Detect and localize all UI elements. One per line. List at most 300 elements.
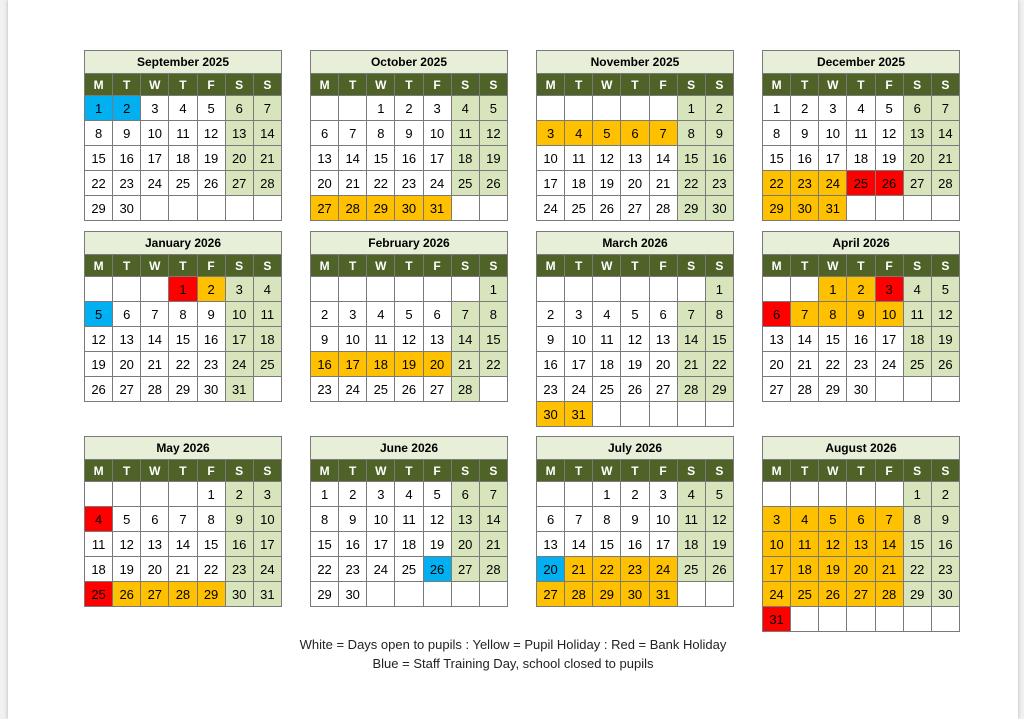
day-cell: 3 (253, 482, 281, 507)
day-cell: 24 (537, 196, 565, 221)
weekday-header: S (253, 460, 281, 482)
day-cell: 9 (311, 327, 339, 352)
weekday-header: T (847, 74, 875, 96)
day-cell: 16 (395, 146, 423, 171)
empty-cell (253, 196, 281, 221)
day-cell: 15 (85, 146, 113, 171)
weekday-header: F (649, 255, 677, 277)
day-cell: 22 (311, 557, 339, 582)
day-cell: 26 (423, 557, 451, 582)
weekday-header: W (819, 460, 847, 482)
day-cell: 25 (85, 582, 113, 607)
day-cell: 7 (451, 302, 479, 327)
weekday-header: S (705, 74, 733, 96)
day-cell: 1 (479, 277, 507, 302)
day-cell: 12 (621, 327, 649, 352)
empty-cell (479, 582, 507, 607)
day-cell: 9 (537, 327, 565, 352)
day-cell: 28 (339, 196, 367, 221)
empty-cell (621, 277, 649, 302)
day-cell: 23 (395, 171, 423, 196)
day-cell: 4 (903, 277, 931, 302)
day-cell: 22 (705, 352, 733, 377)
day-cell: 12 (423, 507, 451, 532)
weekday-header: S (931, 460, 959, 482)
day-cell: 31 (253, 582, 281, 607)
empty-cell (565, 482, 593, 507)
empty-cell (847, 196, 875, 221)
day-cell: 5 (705, 482, 733, 507)
day-cell: 8 (197, 507, 225, 532)
empty-cell (649, 402, 677, 427)
weekday-header: T (113, 74, 141, 96)
day-cell: 12 (113, 532, 141, 557)
month-calendar (310, 436, 508, 607)
weekday-header: S (903, 74, 931, 96)
day-cell: 17 (141, 146, 169, 171)
day-cell: 2 (621, 482, 649, 507)
day-cell: 30 (339, 582, 367, 607)
day-cell: 21 (677, 352, 705, 377)
day-cell: 5 (423, 482, 451, 507)
day-cell: 17 (649, 532, 677, 557)
day-cell: 24 (819, 171, 847, 196)
day-cell: 17 (819, 146, 847, 171)
day-cell: 14 (677, 327, 705, 352)
weekday-header: T (565, 74, 593, 96)
weekday-header: S (451, 255, 479, 277)
day-cell: 1 (367, 96, 395, 121)
weekday-header: S (451, 74, 479, 96)
day-cell: 25 (847, 171, 875, 196)
day-cell: 20 (225, 146, 253, 171)
empty-cell (819, 607, 847, 632)
weekday-header: W (367, 460, 395, 482)
empty-cell (537, 277, 565, 302)
empty-cell (141, 277, 169, 302)
day-cell: 4 (847, 96, 875, 121)
weekday-header: S (903, 460, 931, 482)
day-cell: 23 (705, 171, 733, 196)
empty-cell (791, 277, 819, 302)
weekday-header: T (791, 460, 819, 482)
day-cell: 14 (451, 327, 479, 352)
day-cell: 7 (253, 96, 281, 121)
month-title: September 2025 (85, 51, 282, 74)
day-cell: 19 (197, 146, 225, 171)
day-cell: 6 (423, 302, 451, 327)
day-cell: 28 (253, 171, 281, 196)
month-title: August 2026 (763, 437, 960, 460)
month-title: January 2026 (85, 232, 282, 255)
day-cell: 20 (537, 557, 565, 582)
weekday-header: M (85, 460, 113, 482)
month-calendar (762, 436, 960, 632)
empty-cell (931, 607, 959, 632)
day-cell: 15 (197, 532, 225, 557)
day-cell: 9 (395, 121, 423, 146)
day-cell: 3 (367, 482, 395, 507)
empty-cell (451, 582, 479, 607)
day-cell: 5 (875, 96, 903, 121)
day-cell: 4 (395, 482, 423, 507)
weekday-header: S (479, 255, 507, 277)
empty-cell (705, 582, 733, 607)
empty-cell (169, 482, 197, 507)
day-cell: 7 (875, 507, 903, 532)
day-cell: 20 (423, 352, 451, 377)
day-cell: 22 (197, 557, 225, 582)
day-cell: 25 (903, 352, 931, 377)
day-cell: 15 (903, 532, 931, 557)
weekday-header: W (141, 74, 169, 96)
day-cell: 4 (85, 507, 113, 532)
empty-cell (903, 607, 931, 632)
day-cell: 7 (565, 507, 593, 532)
day-cell: 18 (451, 146, 479, 171)
day-cell: 11 (847, 121, 875, 146)
day-cell: 3 (225, 277, 253, 302)
day-cell: 20 (141, 557, 169, 582)
day-cell: 27 (537, 582, 565, 607)
day-cell: 16 (225, 532, 253, 557)
day-cell: 10 (423, 121, 451, 146)
empty-cell (253, 377, 281, 402)
day-cell: 24 (253, 557, 281, 582)
empty-cell (367, 277, 395, 302)
day-cell: 6 (451, 482, 479, 507)
weekday-header: W (819, 74, 847, 96)
day-cell: 25 (677, 557, 705, 582)
day-cell: 28 (565, 582, 593, 607)
empty-cell (875, 482, 903, 507)
day-cell: 5 (479, 96, 507, 121)
day-cell: 7 (479, 482, 507, 507)
day-cell: 7 (931, 96, 959, 121)
day-cell: 19 (931, 327, 959, 352)
day-cell: 18 (367, 352, 395, 377)
day-cell: 20 (621, 171, 649, 196)
empty-cell (85, 277, 113, 302)
day-cell: 27 (763, 377, 791, 402)
empty-cell (649, 96, 677, 121)
day-cell: 1 (705, 277, 733, 302)
day-cell: 14 (565, 532, 593, 557)
day-cell: 22 (763, 171, 791, 196)
day-cell: 11 (395, 507, 423, 532)
day-cell: 16 (311, 352, 339, 377)
day-cell: 27 (649, 377, 677, 402)
month-title: April 2026 (763, 232, 960, 255)
day-cell: 17 (537, 171, 565, 196)
weekday-header: T (565, 255, 593, 277)
empty-cell (85, 482, 113, 507)
empty-cell (791, 482, 819, 507)
day-cell: 13 (537, 532, 565, 557)
day-cell: 11 (677, 507, 705, 532)
day-cell: 5 (819, 507, 847, 532)
day-cell: 3 (141, 96, 169, 121)
empty-cell (537, 482, 565, 507)
day-cell: 8 (763, 121, 791, 146)
empty-cell (113, 277, 141, 302)
empty-cell (649, 277, 677, 302)
empty-cell (339, 96, 367, 121)
weekday-header: W (819, 255, 847, 277)
day-cell: 2 (847, 277, 875, 302)
month-title: February 2026 (311, 232, 508, 255)
day-cell: 14 (141, 327, 169, 352)
weekday-header: W (593, 255, 621, 277)
weekday-header: T (621, 74, 649, 96)
day-cell: 30 (847, 377, 875, 402)
day-cell: 24 (367, 557, 395, 582)
day-cell: 11 (791, 532, 819, 557)
day-cell: 8 (705, 302, 733, 327)
day-cell: 17 (367, 532, 395, 557)
day-cell: 5 (197, 96, 225, 121)
empty-cell (847, 482, 875, 507)
day-cell: 9 (931, 507, 959, 532)
day-cell: 16 (339, 532, 367, 557)
day-cell: 25 (367, 377, 395, 402)
day-cell: 8 (677, 121, 705, 146)
day-cell: 15 (705, 327, 733, 352)
day-cell: 11 (169, 121, 197, 146)
day-cell: 21 (253, 146, 281, 171)
day-cell: 2 (931, 482, 959, 507)
day-cell: 29 (705, 377, 733, 402)
legend-line-2: Blue = Staff Training Day, school closed to pupils (372, 656, 654, 671)
day-cell: 29 (819, 377, 847, 402)
day-cell: 12 (593, 146, 621, 171)
weekday-header: S (253, 74, 281, 96)
empty-cell (677, 582, 705, 607)
day-cell: 3 (565, 302, 593, 327)
month-title: July 2026 (537, 437, 734, 460)
weekday-header: S (705, 255, 733, 277)
day-cell: 31 (225, 377, 253, 402)
day-cell: 2 (791, 96, 819, 121)
weekday-header: T (339, 74, 367, 96)
day-cell: 30 (791, 196, 819, 221)
day-cell: 5 (113, 507, 141, 532)
weekday-header: M (537, 74, 565, 96)
day-cell: 22 (85, 171, 113, 196)
day-cell: 2 (225, 482, 253, 507)
weekday-header: S (479, 460, 507, 482)
day-cell: 21 (649, 171, 677, 196)
empty-cell (903, 196, 931, 221)
day-cell: 12 (705, 507, 733, 532)
day-cell: 29 (903, 582, 931, 607)
day-cell: 8 (169, 302, 197, 327)
day-cell: 19 (395, 352, 423, 377)
day-cell: 16 (931, 532, 959, 557)
day-cell: 26 (85, 377, 113, 402)
empty-cell (141, 482, 169, 507)
day-cell: 19 (479, 146, 507, 171)
weekday-header: W (593, 74, 621, 96)
weekday-header: M (763, 74, 791, 96)
day-cell: 10 (141, 121, 169, 146)
weekday-header: M (85, 255, 113, 277)
day-cell: 2 (339, 482, 367, 507)
day-cell: 28 (931, 171, 959, 196)
empty-cell (621, 96, 649, 121)
day-cell: 18 (903, 327, 931, 352)
empty-cell (451, 196, 479, 221)
month-title: December 2025 (763, 51, 960, 74)
empty-cell (565, 277, 593, 302)
day-cell: 4 (565, 121, 593, 146)
day-cell: 1 (85, 96, 113, 121)
weekday-header: F (649, 74, 677, 96)
day-cell: 23 (113, 171, 141, 196)
day-cell: 10 (253, 507, 281, 532)
day-cell: 9 (339, 507, 367, 532)
day-cell: 1 (593, 482, 621, 507)
day-cell: 31 (819, 196, 847, 221)
day-cell: 15 (593, 532, 621, 557)
day-cell: 7 (141, 302, 169, 327)
weekday-header: F (197, 74, 225, 96)
day-cell: 3 (875, 277, 903, 302)
empty-cell (479, 377, 507, 402)
weekday-header: T (395, 255, 423, 277)
day-cell: 25 (253, 352, 281, 377)
day-cell: 13 (903, 121, 931, 146)
day-cell: 6 (903, 96, 931, 121)
day-cell: 17 (253, 532, 281, 557)
day-cell: 10 (649, 507, 677, 532)
day-cell: 23 (339, 557, 367, 582)
day-cell: 13 (423, 327, 451, 352)
day-cell: 7 (339, 121, 367, 146)
day-cell: 14 (791, 327, 819, 352)
day-cell: 22 (677, 171, 705, 196)
day-cell: 8 (367, 121, 395, 146)
day-cell: 21 (479, 532, 507, 557)
weekday-header: M (537, 460, 565, 482)
day-cell: 23 (197, 352, 225, 377)
day-cell: 12 (395, 327, 423, 352)
day-cell: 13 (451, 507, 479, 532)
day-cell: 1 (819, 277, 847, 302)
day-cell: 15 (819, 327, 847, 352)
day-cell: 13 (847, 532, 875, 557)
empty-cell (451, 277, 479, 302)
day-cell: 16 (621, 532, 649, 557)
weekday-header: F (197, 255, 225, 277)
day-cell: 17 (339, 352, 367, 377)
day-cell: 16 (537, 352, 565, 377)
day-cell: 29 (367, 196, 395, 221)
weekday-header: T (169, 460, 197, 482)
day-cell: 18 (565, 171, 593, 196)
day-cell: 10 (819, 121, 847, 146)
month-calendar (536, 50, 734, 221)
weekday-header: T (791, 255, 819, 277)
day-cell: 14 (339, 146, 367, 171)
weekday-header: S (253, 255, 281, 277)
day-cell: 29 (677, 196, 705, 221)
empty-cell (565, 96, 593, 121)
day-cell: 15 (311, 532, 339, 557)
day-cell: 26 (479, 171, 507, 196)
day-cell: 27 (423, 377, 451, 402)
empty-cell (311, 96, 339, 121)
day-cell: 18 (85, 557, 113, 582)
day-cell: 12 (931, 302, 959, 327)
day-cell: 6 (311, 121, 339, 146)
day-cell: 8 (85, 121, 113, 146)
day-cell: 9 (791, 121, 819, 146)
day-cell: 10 (537, 146, 565, 171)
day-cell: 1 (311, 482, 339, 507)
empty-cell (875, 377, 903, 402)
day-cell: 10 (875, 302, 903, 327)
weekday-header: T (621, 460, 649, 482)
empty-cell (113, 482, 141, 507)
weekday-header: T (169, 74, 197, 96)
day-cell: 3 (423, 96, 451, 121)
day-cell: 2 (113, 96, 141, 121)
day-cell: 21 (169, 557, 197, 582)
weekday-header: S (903, 255, 931, 277)
empty-cell (423, 277, 451, 302)
day-cell: 8 (903, 507, 931, 532)
day-cell: 29 (197, 582, 225, 607)
day-cell: 19 (593, 171, 621, 196)
day-cell: 29 (763, 196, 791, 221)
weekday-header: S (225, 460, 253, 482)
day-cell: 28 (479, 557, 507, 582)
day-cell: 11 (593, 327, 621, 352)
day-cell: 2 (395, 96, 423, 121)
weekday-header: W (367, 74, 395, 96)
day-cell: 22 (593, 557, 621, 582)
day-cell: 30 (113, 196, 141, 221)
day-cell: 9 (113, 121, 141, 146)
day-cell: 25 (565, 196, 593, 221)
month-calendar (536, 231, 734, 427)
weekday-header: W (593, 460, 621, 482)
day-cell: 1 (169, 277, 197, 302)
day-cell: 20 (903, 146, 931, 171)
day-cell: 11 (903, 302, 931, 327)
day-cell: 4 (791, 507, 819, 532)
day-cell: 4 (253, 277, 281, 302)
day-cell: 1 (763, 96, 791, 121)
day-cell: 26 (705, 557, 733, 582)
day-cell: 28 (791, 377, 819, 402)
weekday-header: S (225, 74, 253, 96)
day-cell: 20 (763, 352, 791, 377)
day-cell: 19 (621, 352, 649, 377)
month-title: May 2026 (85, 437, 282, 460)
day-cell: 3 (537, 121, 565, 146)
day-cell: 10 (565, 327, 593, 352)
day-cell: 1 (197, 482, 225, 507)
weekday-header: T (113, 460, 141, 482)
day-cell: 29 (85, 196, 113, 221)
day-cell: 18 (677, 532, 705, 557)
weekday-header: S (225, 255, 253, 277)
day-cell: 25 (169, 171, 197, 196)
weekday-header: F (649, 460, 677, 482)
day-cell: 27 (113, 377, 141, 402)
